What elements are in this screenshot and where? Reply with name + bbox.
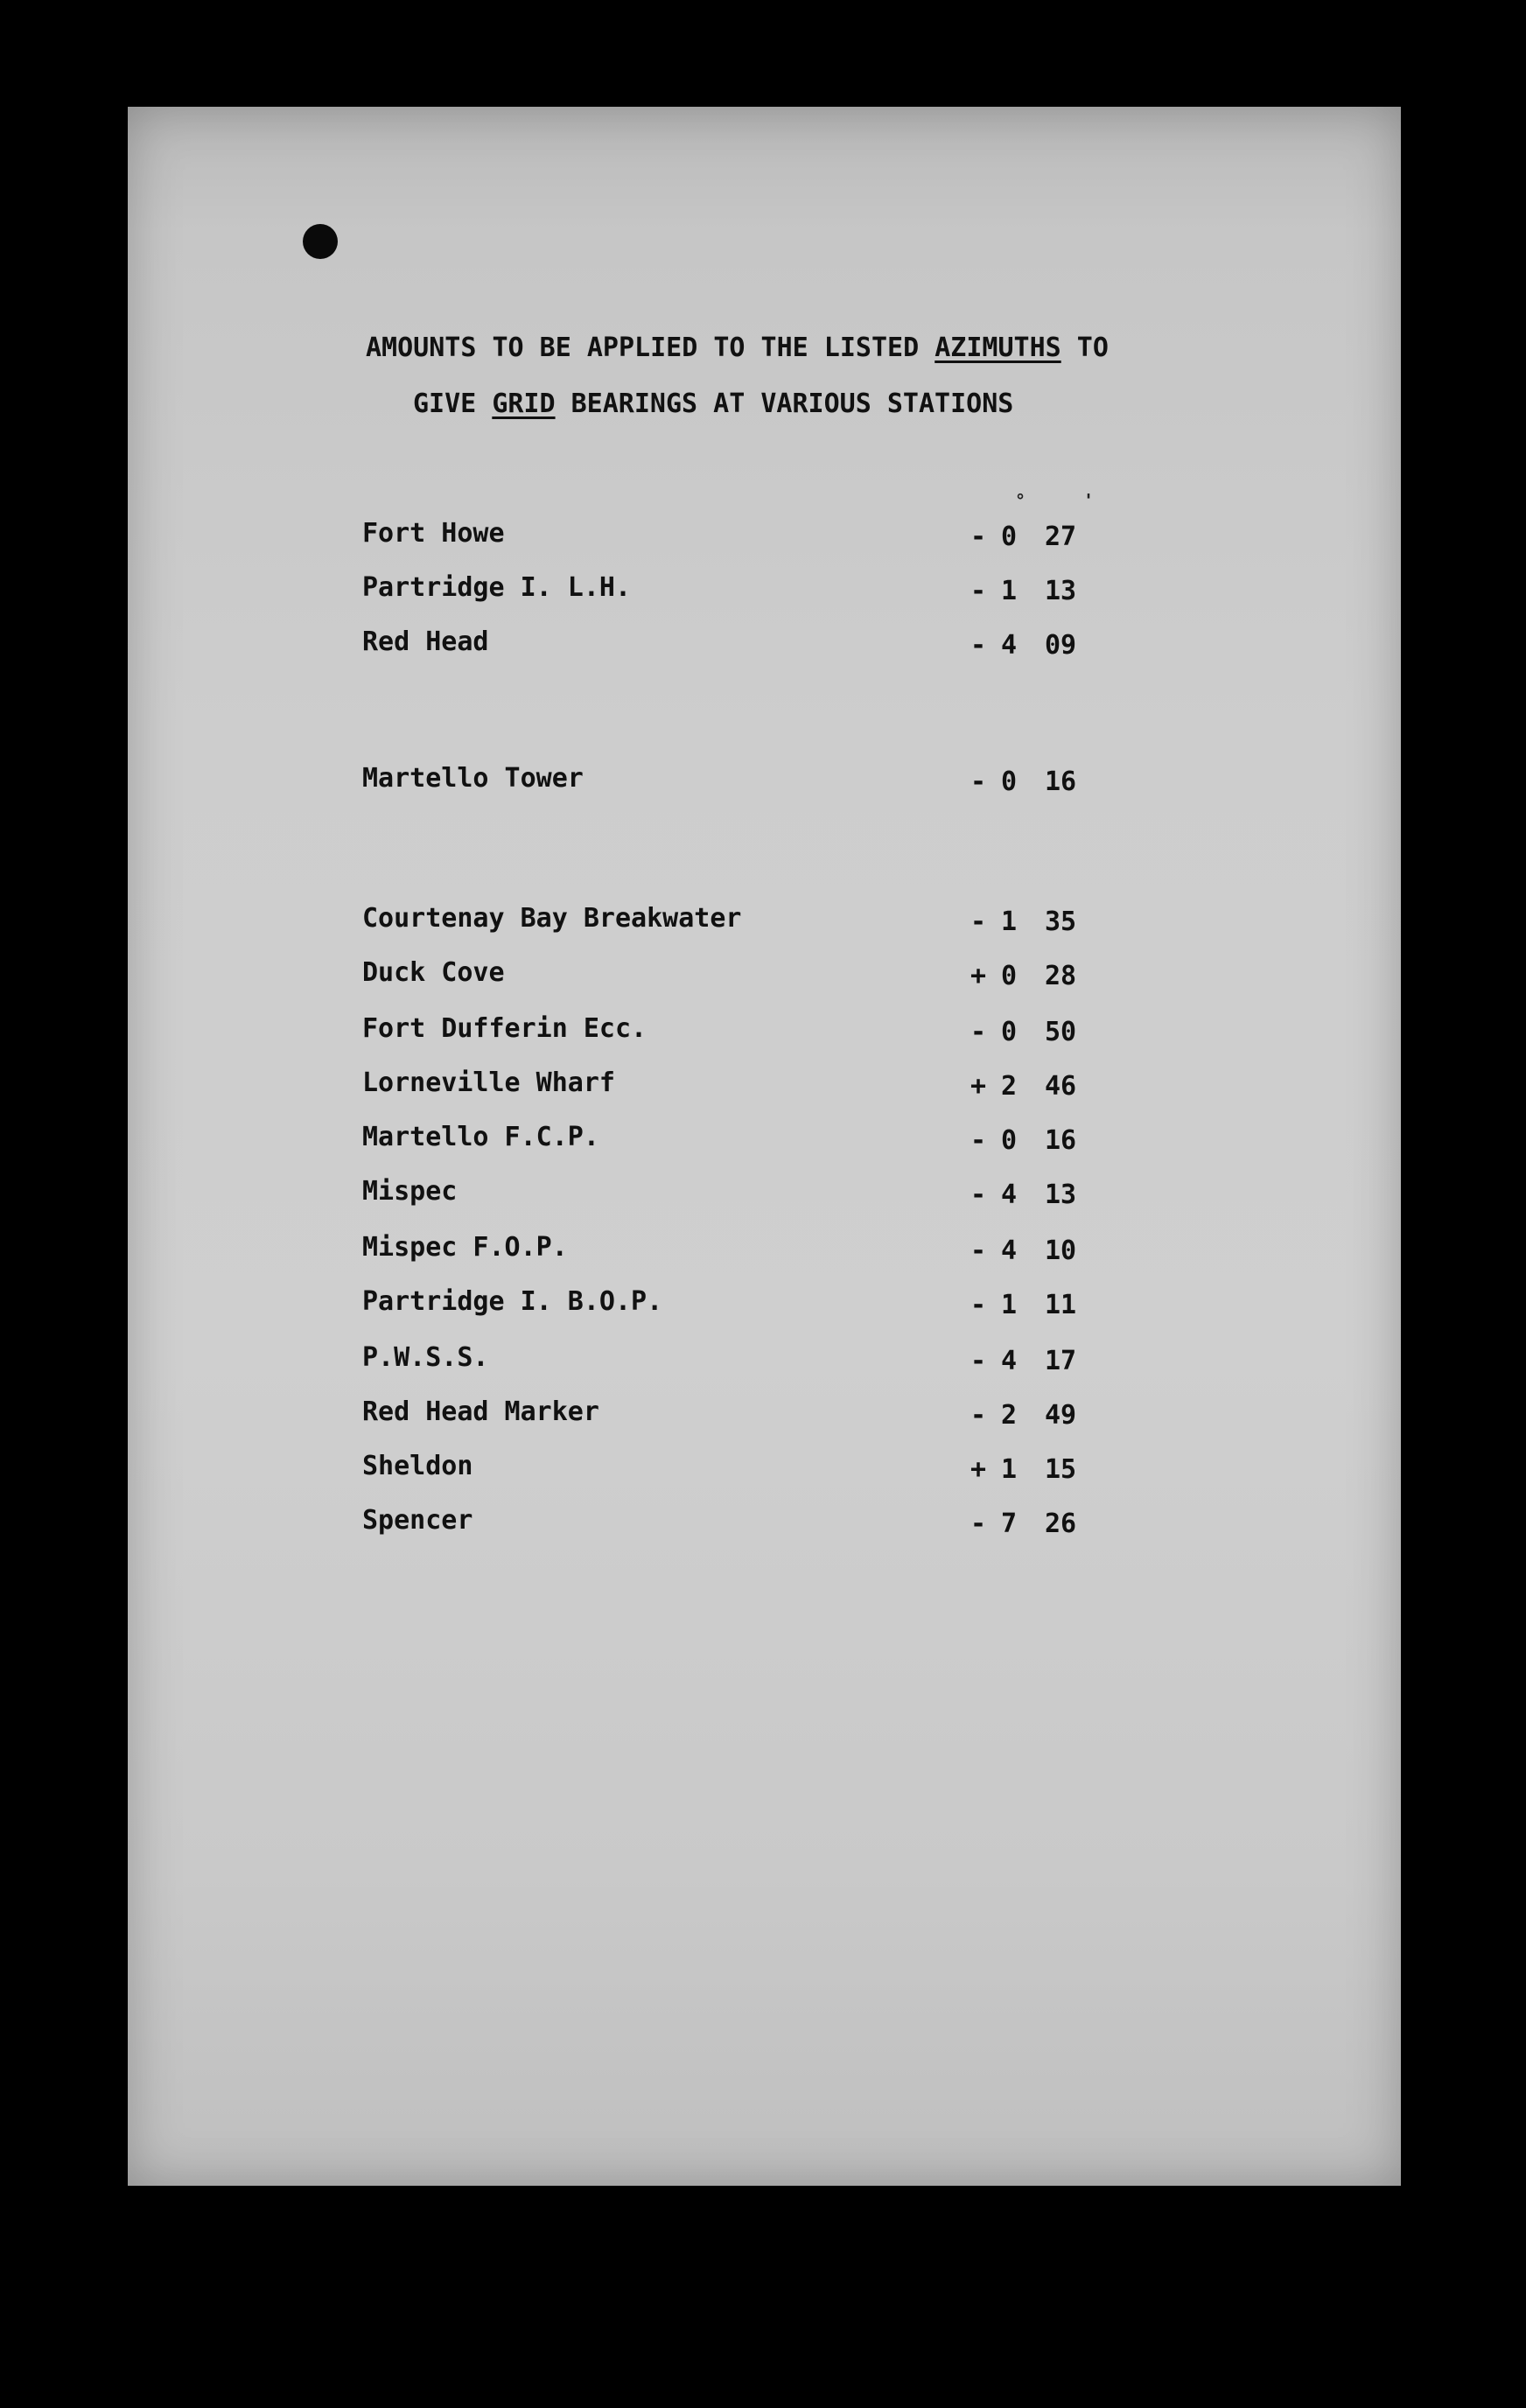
title-line-2: [413, 388, 1013, 419]
punch-hole: [303, 224, 338, 259]
correction-sign: -: [970, 630, 987, 661]
correction-degrees: 2: [1000, 1400, 1018, 1431]
correction-minutes: 13: [1045, 1180, 1077, 1210]
correction-degrees: 1: [1000, 1454, 1018, 1485]
column-units: [1015, 490, 1094, 511]
title-text: BEARINGS AT VARIOUS STATIONS: [555, 388, 1014, 419]
correction-degrees: 4: [1000, 630, 1018, 661]
correction-degrees: 2: [1000, 1071, 1018, 1102]
title-text: GIVE: [413, 388, 493, 419]
correction-sign: -: [970, 906, 987, 937]
title-emphasis-grid: GRID: [492, 388, 556, 419]
correction-degrees: 1: [1000, 1290, 1018, 1320]
correction-degrees: 0: [1000, 1017, 1018, 1047]
station-row: [362, 957, 1115, 996]
correction-degrees: 0: [1000, 522, 1018, 552]
station-name: Red Head: [362, 626, 489, 657]
correction-degrees: 0: [1000, 766, 1018, 797]
station-row: [362, 763, 1115, 802]
correction-sign: -: [970, 522, 987, 552]
station-name: Duck Cove: [362, 957, 505, 988]
station-row: [362, 572, 1115, 611]
correction-sign: -: [970, 1290, 987, 1320]
correction-sign: -: [970, 766, 987, 797]
correction-sign: -: [970, 1236, 987, 1266]
correction-sign: +: [970, 961, 987, 991]
station-row: [362, 1122, 1115, 1160]
station-row: [362, 903, 1115, 942]
station-name: Martello Tower: [362, 763, 584, 794]
title-line-1: [366, 332, 1109, 363]
correction-sign: +: [970, 1071, 987, 1102]
correction-minutes: 27: [1045, 522, 1077, 552]
station-name: Martello F.C.P.: [362, 1122, 599, 1152]
station-name: Sheldon: [362, 1451, 473, 1481]
correction-sign: -: [970, 1346, 987, 1376]
correction-minutes: 16: [1045, 1125, 1077, 1156]
correction-degrees: 4: [1000, 1180, 1018, 1210]
station-row: [362, 1068, 1115, 1106]
title-emphasis-azimuths: AZIMUTHS: [934, 332, 1061, 363]
correction-minutes: 50: [1045, 1017, 1077, 1047]
correction-minutes: 11: [1045, 1290, 1077, 1320]
station-name: Mispec: [362, 1176, 458, 1207]
station-row: [362, 1451, 1115, 1489]
station-row: [362, 1232, 1115, 1270]
correction-minutes: 28: [1045, 961, 1077, 991]
station-row: [362, 1013, 1115, 1052]
correction-minutes: 49: [1045, 1400, 1077, 1431]
minute-unit: ': [1083, 490, 1095, 511]
correction-sign: -: [970, 1400, 987, 1431]
station-row: [362, 1176, 1115, 1214]
correction-sign: -: [970, 1508, 987, 1539]
correction-sign: -: [970, 1125, 987, 1156]
correction-minutes: 15: [1045, 1454, 1077, 1485]
station-name: P.W.S.S.: [362, 1342, 489, 1373]
title-text: TO: [1060, 332, 1109, 363]
station-name: Spencer: [362, 1505, 473, 1536]
correction-sign: +: [970, 1454, 987, 1485]
correction-degrees: 1: [1000, 576, 1018, 606]
correction-minutes: 17: [1045, 1346, 1077, 1376]
correction-degrees: 4: [1000, 1236, 1018, 1266]
station-name: Red Head Marker: [362, 1396, 599, 1427]
station-row: [362, 1342, 1115, 1381]
station-row: [362, 518, 1115, 556]
station-name: Fort Howe: [362, 518, 505, 549]
station-name: Lorneville Wharf: [362, 1068, 615, 1098]
correction-minutes: 09: [1045, 630, 1077, 661]
correction-sign: -: [970, 1180, 987, 1210]
correction-degrees: 7: [1000, 1508, 1018, 1539]
correction-minutes: 16: [1045, 766, 1077, 797]
station-row: [362, 1396, 1115, 1435]
degree-unit: °: [1015, 490, 1026, 511]
station-name: Mispec F.O.P.: [362, 1232, 568, 1263]
station-row: [362, 626, 1115, 665]
station-row: [362, 1505, 1115, 1544]
station-name: Courtenay Bay Breakwater: [362, 903, 742, 934]
correction-sign: -: [970, 1017, 987, 1047]
correction-degrees: 1: [1000, 906, 1018, 937]
station-name: Partridge I. B.O.P.: [362, 1286, 663, 1317]
title-text: AMOUNTS TO BE APPLIED TO THE LISTED: [366, 332, 935, 363]
correction-minutes: 46: [1045, 1071, 1077, 1102]
correction-degrees: 4: [1000, 1346, 1018, 1376]
correction-sign: -: [970, 576, 987, 606]
station-name: Partridge I. L.H.: [362, 572, 632, 603]
correction-minutes: 35: [1045, 906, 1077, 937]
station-row: [362, 1286, 1115, 1325]
correction-minutes: 10: [1045, 1236, 1077, 1266]
correction-minutes: 26: [1045, 1508, 1077, 1539]
correction-degrees: 0: [1000, 961, 1018, 991]
correction-degrees: 0: [1000, 1125, 1018, 1156]
station-name: Fort Dufferin Ecc.: [362, 1013, 648, 1044]
correction-minutes: 13: [1045, 576, 1077, 606]
